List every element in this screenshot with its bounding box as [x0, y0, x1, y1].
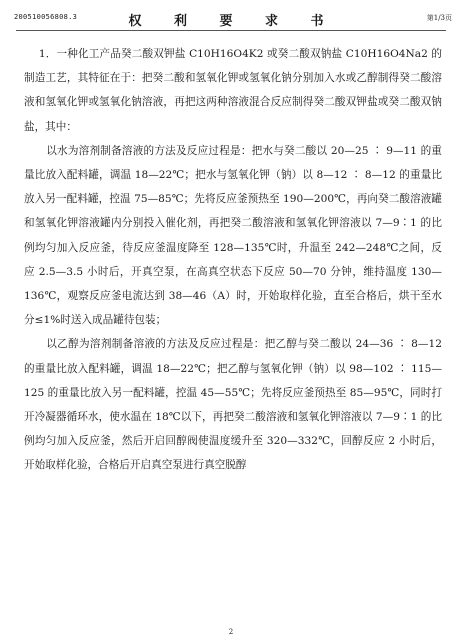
page-header — [14, 10, 452, 28]
page-label: 第1/3页 — [426, 14, 452, 22]
header-divider — [16, 30, 446, 31]
page-number: 2 — [228, 628, 234, 636]
claims-body — [24, 42, 442, 478]
claim-paragraph-1: 1．一种化工产品癸二酸双钾盐 C10H16O4K2 或癸二酸双钠盐 C10H16O4Na2 的制造工艺，其特征在于：把癸二酸和氢氧化钾或氢氧化钠分别加入水或乙醇制得癸二酸溶液和氢氧化钾或氢氧化钠溶液，再把这两种溶液混合反应制得癸二酸双钾盐或癸二酸双钠盐，其中： — [24, 48, 442, 133]
document-number: 200510056808.3 — [14, 13, 78, 21]
page-footer — [0, 628, 462, 636]
claim-paragraph-2: 以水为溶剂制备溶液的方法及反应过程是：把水与癸二酸以 20—25 ∶ 9—11 的重量比放入配料罐，调温 18—22℃；把水与氢氧化钾（钠）以 8—12 ∶ 8—12 的重量比放入另一配料罐，控温 75—85℃；先将反应釜预热至 190—200℃，再向癸二酸溶液罐和氢氧化钾溶液罐内分别投入催化剂，再把癸二酸溶液和氢氧化钾溶液以 7—9∶1 的比例均匀加入反应釜，待反应釜温度降至 128—135℃时，升温至 242—248℃之间，反应 2.5—3.5 小时后，开真空泵，在高真空状态下反应 50—70 分钟，维持温度 130—136℃，观察反应釜电流达到 38—46（A）时，开始取样化验，直至合格后，烘干至水分≤1%时送入成品罐待包装； — [24, 144, 442, 327]
document-title: 权 利 要 求 书 — [128, 14, 338, 29]
claim-paragraph-3: 以乙醇为溶剂制备溶液的方法及反应过程是：把乙醇与癸二酸以 24—36 ∶ 8—12 的重量比放入配料罐，调温 18—22℃；把乙醇与氢氧化钾（钠）以 98—102 ∶ 115—125 的重量比放入另一配料罐，控温 45—55℃；先将反应釜预热至 85—95℃，同时打开冷凝器循环水，使水温在 18℃以下，再把癸二酸溶液和氢氧化钾溶液以 7—9∶1 的比例均匀加入反应釜，然后开启回醇阀使温度缓升至 320—332℃，回醇反应 2 小时后，开始取样化验，合格后开启真空泵进行真空脱醇 — [24, 338, 442, 472]
